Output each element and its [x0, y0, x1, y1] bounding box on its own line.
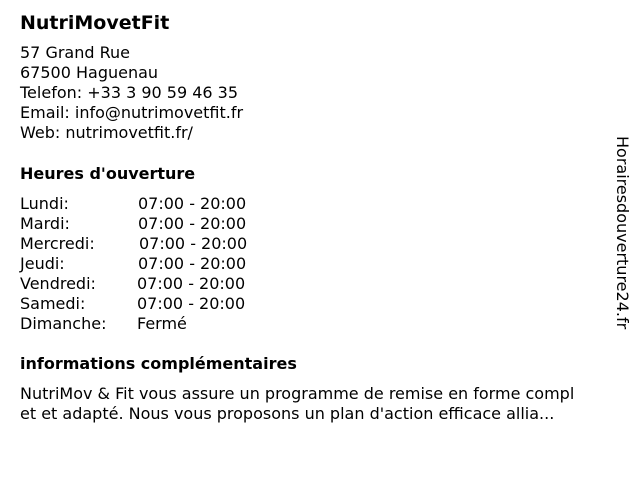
hours-day: Jeudi:: [20, 254, 65, 273]
hours-row-wednesday: [20, 234, 280, 254]
hours-time: 07:00 - 20:00: [137, 294, 246, 313]
address-city: 67500 Haguenau: [20, 63, 159, 82]
hours-time: Fermé: [137, 314, 187, 333]
hours-day: Lundi:: [20, 194, 69, 213]
hours-row-tuesday: [20, 214, 280, 234]
hours-time: 07:00 - 20:00: [138, 214, 247, 233]
hours-time: 07:00 - 20:00: [137, 274, 246, 293]
business-name: NutriMovetFit: [20, 12, 170, 34]
info-line: NutriMov & Fit vous assure un programme de remise en forme compl: [20, 384, 575, 403]
hours-time: 07:00 - 20:00: [138, 254, 247, 273]
opening-hours-table: [20, 194, 280, 334]
info-line: et et adapté. Nous vous proposons un plan d'action efficace allia...: [20, 404, 555, 423]
email-text[interactable]: Email: info@nutrimovetfit.fr: [20, 103, 244, 122]
hours-day: Samedi:: [20, 294, 86, 313]
hours-day: Vendredi:: [20, 274, 96, 293]
hours-day: Mercredi:: [20, 234, 95, 253]
phone-text[interactable]: Telefon: +33 3 90 59 46 35: [20, 83, 239, 102]
site-watermark: Horairesdouverture24.fr: [613, 136, 632, 330]
additional-info-heading: informations complémentaires: [20, 354, 297, 373]
contact-block: [20, 43, 243, 143]
hours-row-monday: [20, 194, 280, 214]
opening-hours-heading: Heures d'ouverture: [20, 164, 196, 183]
hours-row-sunday: [20, 314, 280, 334]
web-text[interactable]: Web: nutrimovetfit.fr/: [20, 123, 193, 142]
additional-info-text: [20, 384, 622, 424]
hours-day: Mardi:: [20, 214, 70, 233]
hours-time: 07:00 - 20:00: [138, 194, 247, 213]
hours-time: 07:00 - 20:00: [139, 234, 248, 253]
address-street: 57 Grand Rue: [20, 43, 130, 62]
hours-row-thursday: [20, 254, 280, 274]
hours-day: Dimanche:: [20, 314, 107, 333]
hours-row-saturday: [20, 294, 280, 314]
hours-row-friday: [20, 274, 280, 294]
